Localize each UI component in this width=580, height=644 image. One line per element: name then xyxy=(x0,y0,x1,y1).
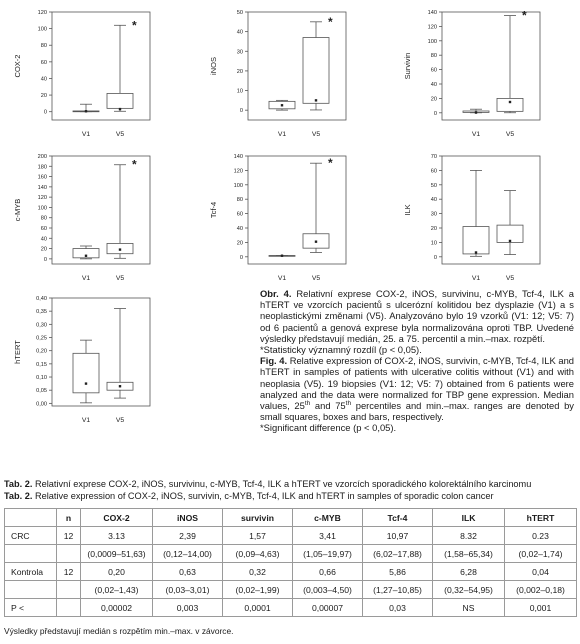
y-tick-label: 80 xyxy=(430,53,437,60)
chart-tcf4 xyxy=(196,146,386,288)
y-axis-label: c-MYB xyxy=(13,198,22,222)
y-tick-label: 40 xyxy=(40,236,47,243)
caption-czech-significance: *Statisticky významný rozdíl (p < 0,05). xyxy=(260,344,422,356)
expression-table xyxy=(4,508,577,617)
y-tick-label: 20 xyxy=(236,240,243,247)
table-title-czech-text: Relativní exprese COX-2, iNOS, survivinu, c-MYB, Tcf-4, ILK a hTERT ve vzorcích sporadického kolorektálního karcinomu xyxy=(34,479,532,489)
table-body xyxy=(5,509,577,617)
y-tick-label: 100 xyxy=(37,205,47,212)
table-cell: Kontrola xyxy=(5,563,57,581)
y-tick-label: 0 xyxy=(239,108,243,115)
table-cell: NS xyxy=(433,599,505,617)
x-category-label: V5 xyxy=(505,275,515,282)
significance-star: * xyxy=(328,156,333,171)
plot-frame xyxy=(52,156,150,264)
significance-star: * xyxy=(132,157,137,172)
table-cell: 0,20 xyxy=(81,563,153,581)
plot-frame xyxy=(52,298,150,406)
y-tick-label: 80 xyxy=(236,197,243,204)
table-cell: (0,09–4,63) xyxy=(223,545,293,563)
table-cell: 12 xyxy=(57,527,81,545)
x-category-label: V1 xyxy=(471,275,481,282)
y-tick-label: 70 xyxy=(430,154,437,160)
caption-english-significance: *Significant difference (p < 0,05). xyxy=(260,422,397,434)
table-cell xyxy=(57,599,81,617)
median-marker xyxy=(119,248,121,250)
table-cell: 0,00007 xyxy=(293,599,363,617)
y-tick-label: 140 xyxy=(233,154,243,160)
table-cell: (0,03–3,01) xyxy=(153,581,223,599)
caption-english-text-c: percentiles and min.–max. ranges are denoted by small squares, boxes and bars, respectively. xyxy=(260,400,574,423)
chart-inos xyxy=(196,2,386,144)
y-tick-label: 0 xyxy=(433,254,437,261)
x-category-label: V5 xyxy=(115,131,125,138)
table-header-cell: ILK xyxy=(433,509,505,527)
chart-survivin xyxy=(390,2,580,144)
table-cell: 2,39 xyxy=(153,527,223,545)
median-marker xyxy=(509,240,511,242)
x-category-label: V5 xyxy=(505,131,515,138)
y-tick-label: 0,15 xyxy=(36,361,47,368)
y-tick-label: 40 xyxy=(236,29,243,36)
caption-czech-text: Relativní exprese COX-2, iNOS, survivinu, c-MYB, Tcf-4, ILK a hTERT ve vzorcích pacientů s ulcerózní kolitidou bez dysplazie (V1) a s neoplastickými změnami (V5). Analyzováno bylo 19 vzorků (V1: 12; V5: 7) od 6 pacientů a genová exprese byla normalizována oproti TBP. Uvedené výsledky představují medián, 25. a 75. percentil a min.–max. rozpětí. xyxy=(260,288,574,344)
y-tick-label: 0 xyxy=(43,256,47,263)
y-tick-label: 60 xyxy=(40,59,47,66)
table-header-cell: c-MYB xyxy=(293,509,363,527)
iqr-box xyxy=(107,93,133,108)
table-cell: 1,57 xyxy=(223,527,293,545)
y-tick-label: 50 xyxy=(430,182,437,189)
plot-frame xyxy=(442,12,540,120)
caption-english-sup-1: th xyxy=(304,399,311,407)
table-title-english-text: Relative expression of COX-2, iNOS, survivin, c-MYB, Tcf-4, ILK and hTERT in samples of sporadic colon cancer xyxy=(34,491,494,501)
median-marker xyxy=(119,108,121,110)
y-tick-label: 0,30 xyxy=(36,322,47,329)
table-cell xyxy=(57,581,81,599)
table-cell xyxy=(5,581,57,599)
plot-frame xyxy=(248,156,346,264)
median-marker xyxy=(119,385,121,387)
table-row xyxy=(5,545,577,563)
y-tick-label: 0,05 xyxy=(36,388,47,395)
y-tick-label: 140 xyxy=(427,10,437,16)
y-tick-label: 140 xyxy=(37,184,47,191)
table-cell: (0,0009–51,63) xyxy=(81,545,153,563)
y-tick-label: 50 xyxy=(236,10,243,16)
y-tick-label: 0,20 xyxy=(36,348,47,355)
table-header-row xyxy=(5,509,577,527)
x-category-label: V5 xyxy=(311,131,321,138)
table-cell: 8.32 xyxy=(433,527,505,545)
y-tick-label: 20 xyxy=(430,96,437,103)
table-cell: P < xyxy=(5,599,57,617)
y-tick-label: 0 xyxy=(239,254,243,261)
y-axis-label: hTERT xyxy=(13,340,22,364)
y-tick-label: 60 xyxy=(236,211,243,218)
y-tick-label: 20 xyxy=(40,93,47,100)
significance-star: * xyxy=(132,18,137,33)
median-marker xyxy=(475,111,477,113)
iqr-box xyxy=(463,227,489,254)
plot-frame xyxy=(442,156,540,264)
table-header-cell: COX-2 xyxy=(81,509,153,527)
chart-cox2 xyxy=(0,2,190,144)
median-marker xyxy=(85,255,87,257)
table-cell: 5,86 xyxy=(363,563,433,581)
significance-star: * xyxy=(328,14,333,29)
table-cell: 12 xyxy=(57,563,81,581)
table-title-english-label: Tab. 2. xyxy=(4,491,33,501)
y-axis-label: ILK xyxy=(403,204,412,216)
table-row xyxy=(5,599,577,617)
x-category-label: V1 xyxy=(81,275,91,282)
median-marker xyxy=(315,240,317,242)
caption-english-sup-2: th xyxy=(345,399,352,407)
y-tick-label: 60 xyxy=(40,226,47,232)
table-cell: 0,63 xyxy=(153,563,223,581)
table-header-cell: iNOS xyxy=(153,509,223,527)
table-cell: CRC xyxy=(5,527,57,545)
y-tick-label: 0,35 xyxy=(36,309,47,316)
median-marker xyxy=(509,101,511,103)
y-tick-label: 160 xyxy=(37,174,47,181)
y-tick-label: 0,10 xyxy=(36,375,47,382)
table-cell: 3.13 xyxy=(81,527,153,545)
chart-cmyb xyxy=(0,146,190,288)
x-category-label: V5 xyxy=(115,417,125,424)
caption-english-text-b: and 75 xyxy=(310,400,346,412)
y-tick-label: 100 xyxy=(427,38,437,45)
table-cell: (1,27–10,85) xyxy=(363,581,433,599)
iqr-box xyxy=(497,98,523,111)
y-tick-label: 30 xyxy=(430,211,437,218)
x-category-label: V1 xyxy=(277,131,287,138)
table-footnote: Výsledky představují medián s rozpětím min.–max. v závorce. xyxy=(4,626,234,636)
table-cell: 0,32 xyxy=(223,563,293,581)
median-marker xyxy=(85,110,87,112)
y-tick-label: 120 xyxy=(37,195,47,202)
y-tick-label: 20 xyxy=(40,246,47,253)
table-title-czech-label: Tab. 2. xyxy=(4,479,33,489)
table-cell: 3,41 xyxy=(293,527,363,545)
table-cell: 0,003 xyxy=(153,599,223,617)
y-tick-label: 20 xyxy=(430,226,437,232)
table-cell: (0,02–1,74) xyxy=(505,545,577,563)
table-cell: 0,00002 xyxy=(81,599,153,617)
median-marker xyxy=(281,255,283,257)
y-tick-label: 40 xyxy=(40,76,47,83)
table-cell: 6,28 xyxy=(433,563,505,581)
y-tick-label: 40 xyxy=(430,197,437,204)
significance-star: * xyxy=(522,8,527,23)
median-marker xyxy=(315,99,317,101)
y-tick-label: 80 xyxy=(40,215,47,222)
table-cell: (0,32–54,95) xyxy=(433,581,505,599)
table-cell: (0,002–0,18) xyxy=(505,581,577,599)
iqr-box xyxy=(303,38,329,104)
table-cell xyxy=(57,545,81,563)
y-tick-label: 20 xyxy=(236,68,243,75)
table-header-cell xyxy=(5,509,57,527)
table-cell: 0.23 xyxy=(505,527,577,545)
chart-htert xyxy=(0,288,190,430)
median-marker xyxy=(85,382,87,384)
table-row xyxy=(5,563,577,581)
table-cell: (0,02–1,99) xyxy=(223,581,293,599)
table-cell: (1,05–19,97) xyxy=(293,545,363,563)
iqr-box xyxy=(73,353,99,393)
y-axis-label: Tcf-4 xyxy=(209,201,218,219)
table-cell: 10,97 xyxy=(363,527,433,545)
y-axis-label: Survivin xyxy=(403,52,412,80)
y-tick-label: 0,40 xyxy=(36,296,47,302)
table-cell xyxy=(5,545,57,563)
y-tick-label: 80 xyxy=(40,43,47,50)
x-category-label: V1 xyxy=(471,131,481,138)
table-row xyxy=(5,581,577,599)
y-tick-label: 10 xyxy=(430,240,437,247)
y-tick-label: 180 xyxy=(37,164,47,171)
table-header-cell: hTERT xyxy=(505,509,577,527)
y-tick-label: 40 xyxy=(236,226,243,232)
table-cell: 0,03 xyxy=(363,599,433,617)
table-cell: (6,02–17,88) xyxy=(363,545,433,563)
y-tick-label: 100 xyxy=(233,182,243,189)
y-axis-label: iNOS xyxy=(209,57,218,75)
y-tick-label: 120 xyxy=(37,10,47,16)
y-tick-label: 120 xyxy=(427,24,437,31)
caption-english-label: Fig. 4. xyxy=(260,355,288,367)
x-category-label: V1 xyxy=(277,275,287,282)
table-cell: 0,66 xyxy=(293,563,363,581)
table-header-cell: n xyxy=(57,509,81,527)
y-tick-label: 0,00 xyxy=(36,401,47,408)
table-cell: 0,0001 xyxy=(223,599,293,617)
x-category-label: V1 xyxy=(81,131,91,138)
y-tick-label: 40 xyxy=(430,82,437,88)
table-row xyxy=(5,527,577,545)
median-marker xyxy=(281,104,283,106)
caption-english-text-a: Relative expression of COX-2, iNOS, survivin, c-MYB, Tcf-4, ILK and hTERT in samples of patients with ulcerative colitis without (V1) and with neoplasia (V5). 19 biopsies (V1: 12; V5: 7) obtained from 6 patients were analyzed and the data were normalized for TBP gene expression. Median values, 25 xyxy=(260,355,575,412)
caption-english xyxy=(260,355,574,422)
y-tick-label: 100 xyxy=(37,26,47,33)
table-header-cell: survivin xyxy=(223,509,293,527)
table-cell: (0,003–4,50) xyxy=(293,581,363,599)
y-tick-label: 0,25 xyxy=(36,335,47,342)
table-title-czech xyxy=(4,479,531,490)
figure-caption xyxy=(260,288,574,434)
x-category-label: V5 xyxy=(115,275,125,282)
y-tick-label: 60 xyxy=(430,67,437,74)
y-tick-label: 0 xyxy=(43,109,47,116)
table-title-english xyxy=(4,491,494,502)
table-cell: 0,04 xyxy=(505,563,577,581)
table-cell: 0,001 xyxy=(505,599,577,617)
y-tick-label: 60 xyxy=(430,168,437,175)
chart-ilk xyxy=(390,146,580,288)
y-tick-label: 120 xyxy=(233,168,243,175)
y-tick-label: 200 xyxy=(37,154,47,160)
table-cell: (1,58–65,34) xyxy=(433,545,505,563)
y-tick-label: 0 xyxy=(433,110,437,117)
caption-czech xyxy=(260,288,574,344)
caption-czech-label: Obr. 4. xyxy=(260,288,292,299)
table-cell: (0,12–14,00) xyxy=(153,545,223,563)
x-category-label: V5 xyxy=(311,275,321,282)
y-tick-label: 10 xyxy=(236,88,243,95)
table-cell: (0,02–1,43) xyxy=(81,581,153,599)
table-header-cell: Tcf-4 xyxy=(363,509,433,527)
x-category-label: V1 xyxy=(81,417,91,424)
y-axis-label: COX-2 xyxy=(13,54,22,78)
median-marker xyxy=(475,251,477,253)
y-tick-label: 30 xyxy=(236,49,243,56)
